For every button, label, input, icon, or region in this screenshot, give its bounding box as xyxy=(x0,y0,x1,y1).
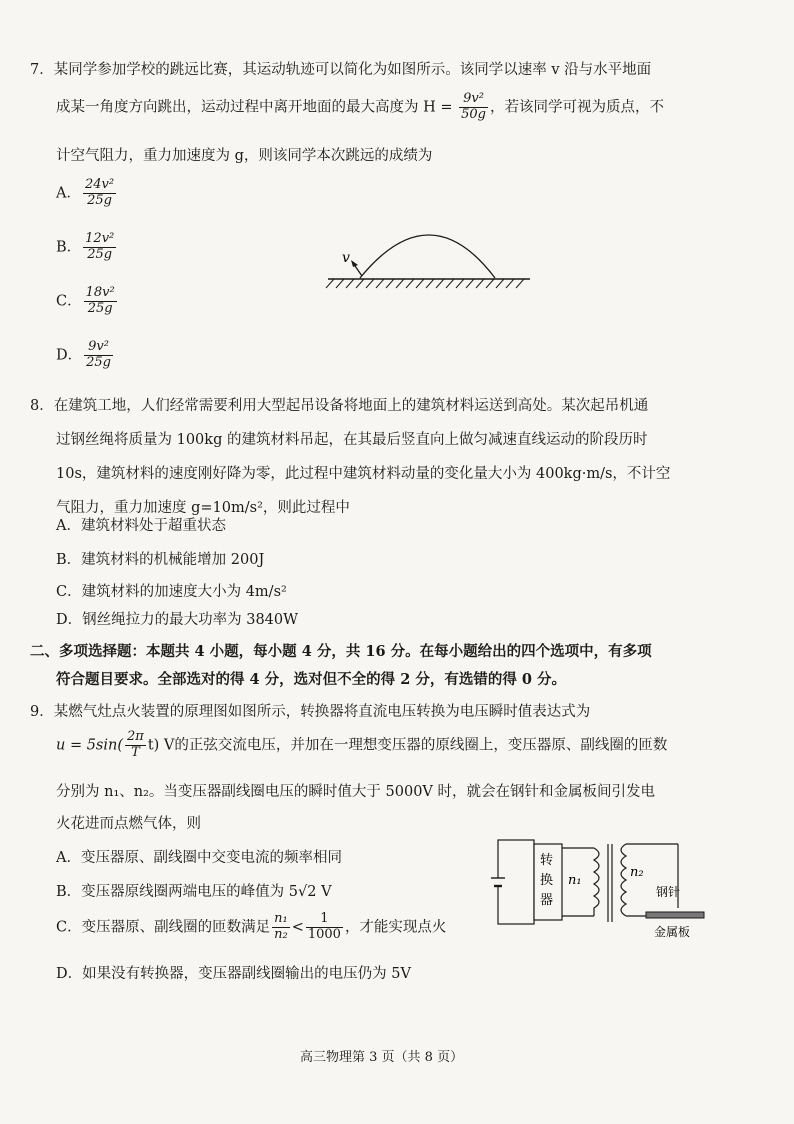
q9-option-c: C．变压器原、副线圈的匝数满足 $\frac{\text{n₁}}{\text{n₂}}$ < $\frac{1}{1000}$ ，才能实现点火 xyxy=(56,911,447,942)
q9-line1: 9．某燃气灶点火装置的原理图如图所示，转换器将直流电压转换为电压瞬时值表达式为 xyxy=(30,704,591,720)
primary-coil xyxy=(594,848,599,916)
q9-number: 9． xyxy=(30,704,54,720)
q9-option-b: B．变压器原线圈两端电压的峰值为 5√2 V xyxy=(56,884,332,900)
steel-needle-label: 钢针 xyxy=(656,885,681,899)
converter-char-1: 转 xyxy=(540,853,554,868)
q8-option-a: A．建筑材料处于超重状态 xyxy=(56,518,226,534)
q9-line3: 分别为 n₁、n₂。当变压器副线圈电压的瞬时值大于 5000V 时，就会在钢针和金属板间引发电 xyxy=(56,784,655,800)
q7-line3: 计空气阻力，重力加速度为 g，则该同学本次跳远的成绩为 xyxy=(56,148,433,164)
q7-number: 7． xyxy=(30,62,54,78)
secondary-coil xyxy=(621,844,626,916)
page-footer: 高三物理第 3 页（共 8 页） xyxy=(300,1050,464,1065)
q8-line4: 气阻力，重力加速度 g=10m/s²，则此过程中 xyxy=(56,500,350,516)
n2-label: n₂ xyxy=(630,865,644,880)
ground-hatch xyxy=(326,279,524,288)
q9-circuit-figure xyxy=(488,826,718,940)
section2-header-line1: 二、多项选择题：本题共 4 小题，每小题 4 分，共 16 分。在每小题给出的四个选项中，有多项 xyxy=(30,643,652,660)
trajectory-arc xyxy=(360,235,495,278)
q9-option-d: D．如果没有转换器，变压器副线圈输出的电压仍为 5V xyxy=(56,966,411,982)
q7-line2: 成某一角度方向跳出，运动过程中离开地面的最大高度为 H = $\frac{\text{9v²}}{50g}$ ，若该同学可视为质点，不 xyxy=(56,91,664,122)
velocity-label: v xyxy=(342,250,350,266)
metal-plate xyxy=(646,912,704,918)
q7-option-d: D． $\frac{\text{9v²}}{25g}$ xyxy=(56,339,112,370)
q8-line3: 10s，建筑材料的速度刚好降为零，此过程中建筑材料动量的变化量大小为 400kg·m/s，不计空 xyxy=(56,466,671,482)
section2-header-line2: 符合题目要求。全部选对的得 4 分，选对但不全的得 2 分，有选错的得 0 分。 xyxy=(56,671,567,688)
q8-option-b: B．建筑材料的机械能增加 200J xyxy=(56,552,265,568)
q8-line2: 过钢丝绳将质量为 100kg 的建筑材料吊起，在其最后竖直向上做匀减速直线运动的阶段历时 xyxy=(56,432,648,448)
q7-option-a: A． $\frac{\text{24v²}}{25g}$ xyxy=(56,177,115,208)
q8-number: 8． xyxy=(30,398,54,414)
q8-option-c: C．建筑材料的加速度大小为 4m/s² xyxy=(56,584,287,600)
q7-trajectory-figure xyxy=(320,222,540,294)
q8-line1: 8．在建筑工地，人们经常需要利用大型起吊设备将地面上的建筑材料运送到高处。某次起吊机通 xyxy=(30,398,649,414)
q9-line4: 火花进而点燃气体，则 xyxy=(56,816,201,832)
q7-height-fraction: $\frac{\text{9v²}}{50g}$ xyxy=(461,91,486,122)
q7-line1: 7．某同学参加学校的跳远比赛，其运动轨迹可以简化为如图所示。该同学以速率 v 沿与水平地面 xyxy=(30,62,652,78)
q9-formula-fraction: $\frac{2\pi}{T}$ xyxy=(127,729,144,760)
converter-char-2: 换 xyxy=(540,873,554,888)
n1-label: n₁ xyxy=(568,873,582,888)
q7-option-b: B． $\frac{\text{12v²}}{25g}$ xyxy=(56,231,115,262)
q9-option-a: A．变压器原、副线圈中交变电流的频率相同 xyxy=(56,850,342,866)
arrowhead-icon xyxy=(351,260,358,267)
q8-option-d: D．钢丝绳拉力的最大功率为 3840W xyxy=(56,612,299,628)
converter-char-3: 器 xyxy=(540,893,554,908)
q9-line2: u = 5sin( $\frac{2\pi}{T}$ t) V的正弦交流电压，并加在一理想变压器的原线圈上，变压器原、副线圈的匝数 xyxy=(56,729,668,760)
q7-option-c: C． $\frac{\text{18v²}}{25g}$ xyxy=(56,285,115,316)
metal-plate-label: 金属板 xyxy=(654,925,691,939)
